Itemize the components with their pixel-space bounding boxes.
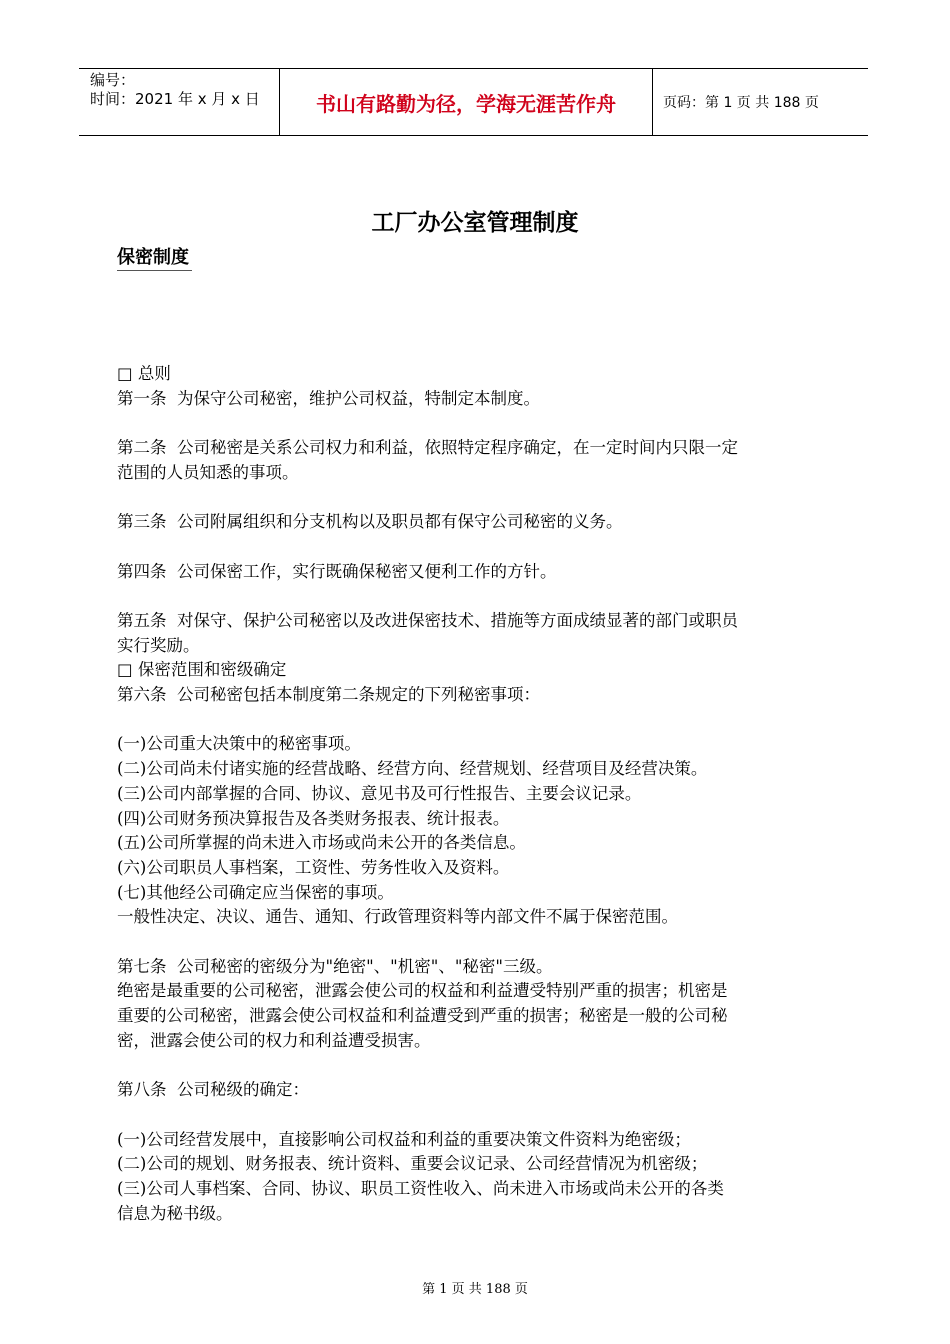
body-line: 第六条 公司秘密包括本制度第二条规定的下列秘密事项：	[117, 685, 540, 705]
body-line: (三)公司人事档案、合同、协议、职员工资性收入、尚未进入市场或尚未公开的各类	[117, 1179, 724, 1199]
body-line: 第一条 为保守公司秘密，维护公司权益，特制定本制度。	[117, 388, 540, 408]
body-line: 第七条 公司秘密的密级分为"绝密"、"机密"、"秘密"三级。	[117, 956, 553, 976]
paragraph-gap	[117, 486, 837, 511]
header-table	[79, 68, 868, 136]
body-line: 一般性决定、决议、通告、通知、行政管理资料等内部文件不属于保密范围。	[117, 907, 678, 927]
body-line: (四)公司财务预决算报告及各类财务报表、统计报表。	[117, 808, 510, 828]
page-footer: 第 1 页 共 188 页	[422, 1282, 528, 1297]
paragraph-gap	[117, 1054, 837, 1079]
body-line: 第二条 公司秘密是关系公司权力和利益，依照特定程序确定，在一定时间内只限一定	[117, 438, 738, 458]
body-line: 第三条 公司附属组织和分支机构以及职员都有保守公司秘密的义务。	[117, 512, 623, 532]
body-line: 第四条 公司保密工作，实行既确保秘密又便利工作的方针。	[117, 561, 557, 581]
body-line: (一)公司经营发展中，直接影响公司权益和利益的重要决策文件资料为绝密级；	[117, 1129, 691, 1149]
paragraph-gap	[117, 535, 837, 560]
body-line: (七)其他经公司确定应当保密的事项。	[117, 882, 394, 902]
header-page-info: 页码：第 1 页 共 188 页	[663, 95, 819, 111]
body-line: 重要的公司秘密，泄露会使公司权益和利益遭受到严重的损害；秘密是一般的公司秘	[117, 1006, 728, 1026]
body-line: (五)公司所掌握的尚未进入市场或尚未公开的各类信息。	[117, 833, 526, 853]
document-body	[117, 362, 837, 1226]
body-line: 密，泄露会使公司的权力和利益遭受损害。	[117, 1030, 431, 1050]
paragraph-gap	[117, 708, 837, 733]
body-line: (三)公司内部掌握的合同、协议、意见书及可行性报告、主要会议记录。	[117, 783, 642, 803]
paragraph-gap	[117, 1103, 837, 1128]
document-date: 时间：2021 年 x 月 x 日	[90, 90, 260, 108]
body-line: (二)公司的规划、财务报表、统计资料、重要会议记录、公司经营情况为机密级；	[117, 1154, 708, 1174]
body-line: (二)公司尚未付诸实施的经营战略、经营方向、经营规划、经营项目及经营决策。	[117, 759, 708, 779]
body-line: □ 总则	[117, 364, 171, 383]
header-meta	[79, 69, 280, 135]
paragraph-gap	[117, 930, 837, 955]
paragraph-gap	[117, 584, 837, 609]
body-line: (六)公司职员人事档案，工资性、劳务性收入及资料。	[117, 857, 510, 877]
document-title: 工厂办公室管理制度	[371, 210, 579, 236]
body-line: 第五条 对保守、保护公司秘密以及改进保密技术、措施等方面成绩显著的部门或职员	[117, 610, 738, 630]
document-number: 编号：	[90, 71, 136, 89]
body-line: 信息为秘书级。	[117, 1203, 233, 1223]
paragraph-gap	[117, 411, 837, 436]
body-line: □ 保密范围和密级确定	[117, 660, 287, 680]
body-line: 实行奖励。	[117, 635, 200, 655]
body-line: 第八条 公司秘级的确定：	[117, 1080, 309, 1100]
section-title: 保密制度	[117, 243, 192, 271]
body-line: 绝密是最重要的公司秘密，泄露会使公司的权益和利益遭受特别严重的损害；机密是	[117, 981, 728, 1001]
body-line: 范围的人员知悉的事项。	[117, 462, 299, 482]
header-motto: 书山有路勤为径，学海无涯苦作舟	[280, 69, 653, 135]
body-line: (一)公司重大决策中的秘密事项。	[117, 734, 361, 754]
